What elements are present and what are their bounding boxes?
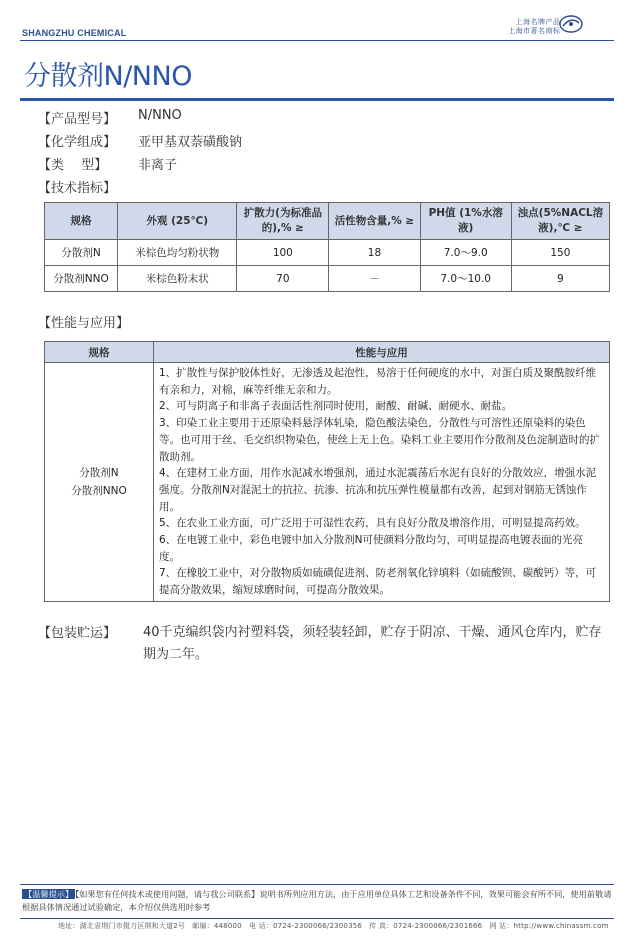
footer-address: 地址：湖北省荆门市掇刀区荆和大道2号 邮编：448000 电 话：0724-2300066/2300356 传 真：0724-2300066/2301666 网 站：http://www.chinassm.com xyxy=(58,922,609,930)
perf-name-line: 分散剂NNO xyxy=(71,484,127,497)
table-row xyxy=(45,266,610,292)
spec-header-row xyxy=(45,203,610,240)
perf-table xyxy=(44,341,610,602)
perf-desc-cell xyxy=(154,363,610,602)
perf-header-cell: 规格 xyxy=(45,342,154,363)
spec-cell: － xyxy=(329,266,420,292)
notice-text: 【如果您有任何技术或使用问题，请与我公司联系】说明书所列应用方法，由于应用单位具体工艺和设备条件不同，效果可能会有所不同，使用前敬请根据具体情况通过试验确定，本介绍仅供选用时参考 xyxy=(22,889,612,912)
perf-desc-item: 7、在橡胶工业中，对分散物质如硫磺促进剂、防老剂氧化锌填料（如硫酸钡、碳酸钙）等，可提高分散效果，缩短球磨时间，可提高分散效果。 xyxy=(159,567,597,597)
pack-section-heading: 【包装贮运】 xyxy=(38,626,117,641)
spec-header-cell: PH值 (1%水溶液) xyxy=(420,203,511,240)
perf-desc-item: 5、在农业工业方面，可广泛用于可湿性农药，具有良好分散及增溶作用，可明显提高药效。 xyxy=(159,517,586,530)
info-row-model xyxy=(38,108,182,127)
perf-desc-item: 2、可与阴离子和非离子表面活性剂同时使用，耐酸、耐碱、耐硬水、耐盐。 xyxy=(159,400,513,413)
spec-cell: 7.0～9.0 xyxy=(420,240,511,266)
brand-line-2: 上海市著名商标 xyxy=(508,27,561,35)
spec-cell: 米棕色粉末状 xyxy=(118,266,237,292)
info-row-type xyxy=(38,154,178,173)
header-rule xyxy=(20,40,614,41)
spec-section-heading: 【技术指标】 xyxy=(38,181,117,196)
spec-cell: 分散剂NNO xyxy=(45,266,118,292)
company-name: SHANGZHU CHEMICAL xyxy=(22,28,127,38)
info-row-composition xyxy=(38,131,243,150)
perf-section-heading: 【性能与应用】 xyxy=(38,316,130,331)
table-row xyxy=(45,240,610,266)
footer-rule-2 xyxy=(20,918,614,919)
notice-label: 【温馨提示】 xyxy=(24,889,74,899)
spec-header-cell: 规格 xyxy=(45,203,118,240)
perf-name-cell xyxy=(45,363,154,602)
info-value: N/NNO xyxy=(138,108,182,123)
perf-header-cell: 性能与应用 xyxy=(154,342,610,363)
spec-cell: 7.0～10.0 xyxy=(420,266,511,292)
info-key: 【化学组成】 xyxy=(38,135,117,150)
footer-notice xyxy=(22,888,612,913)
spec-cell: 18 xyxy=(329,240,420,266)
perf-desc-item: 6、在电镀工业中，彩色电镀中加入分散剂N可使颜料分散均匀，可明显提高电镀表面的光亮度。 xyxy=(159,534,584,563)
footer-rule xyxy=(20,884,614,885)
table-row xyxy=(45,363,610,602)
perf-desc-item: 4、在建材工业方面，用作水泥减水增强剂，通过水泥震荡后水泥有良好的分散效应，增强水泥强度。分散剂N对混泥土的抗拉、抗渗、抗冻和抗压弹性模量都有改善，起到对钢筋无锈蚀作用。 xyxy=(159,467,597,513)
perf-desc-item: 1、扩散性与保护胶体性好，无渗透及起泡性，易溶于任何硬度的水中，对蛋白质及聚酰胺纤维有亲和力，对棉，麻等纤维无亲和力。 xyxy=(159,367,597,396)
perf-header-row xyxy=(45,342,610,363)
spec-cell: 70 xyxy=(237,266,329,292)
spec-header-cell: 外观 (25℃) xyxy=(118,203,237,240)
perf-desc-item: 3、印染工业主要用于还原染料悬浮体轧染，隐色酸法染色，分散性与可溶性还原染料的染色等。也可用于丝、毛交织织物染色，使丝上无上色。染料工业主要用作分散剂及色淀制造时的扩散助剂。 xyxy=(159,417,600,463)
perf-name-line: 分散剂N xyxy=(79,466,119,479)
spec-header-cell: 浊点(5%NACL溶液),℃ ≥ xyxy=(511,203,609,240)
spec-header-cell: 扩散力(为标准品的),% ≥ xyxy=(237,203,329,240)
spec-cell: 100 xyxy=(237,240,329,266)
spec-cell: 9 xyxy=(511,266,609,292)
info-key: 【产品型号】 xyxy=(38,112,117,127)
title-rule xyxy=(20,98,614,101)
brand-line-1: 上海名牌产品 xyxy=(515,18,561,26)
pack-text: 40千克编织袋内衬塑料袋，须轻装轻卸，贮存于阴凉、干燥、通风仓库内，贮存期为二年。 xyxy=(143,625,602,662)
spec-table xyxy=(44,202,610,292)
info-key: 【类 型】 xyxy=(38,158,108,173)
brand-label xyxy=(508,18,561,36)
page-title: 分散剂N/NNO xyxy=(24,61,192,92)
spec-cell: 米棕色均匀粉状物 xyxy=(118,240,237,266)
company-logo-icon xyxy=(558,14,584,34)
info-value: 亚甲基双萘磺酸钠 xyxy=(138,135,243,150)
spec-cell: 分散剂N xyxy=(45,240,118,266)
spec-cell: 150 xyxy=(511,240,609,266)
info-value: 非离子 xyxy=(138,158,178,173)
spec-header-cell: 活性物含量,% ≥ xyxy=(329,203,420,240)
